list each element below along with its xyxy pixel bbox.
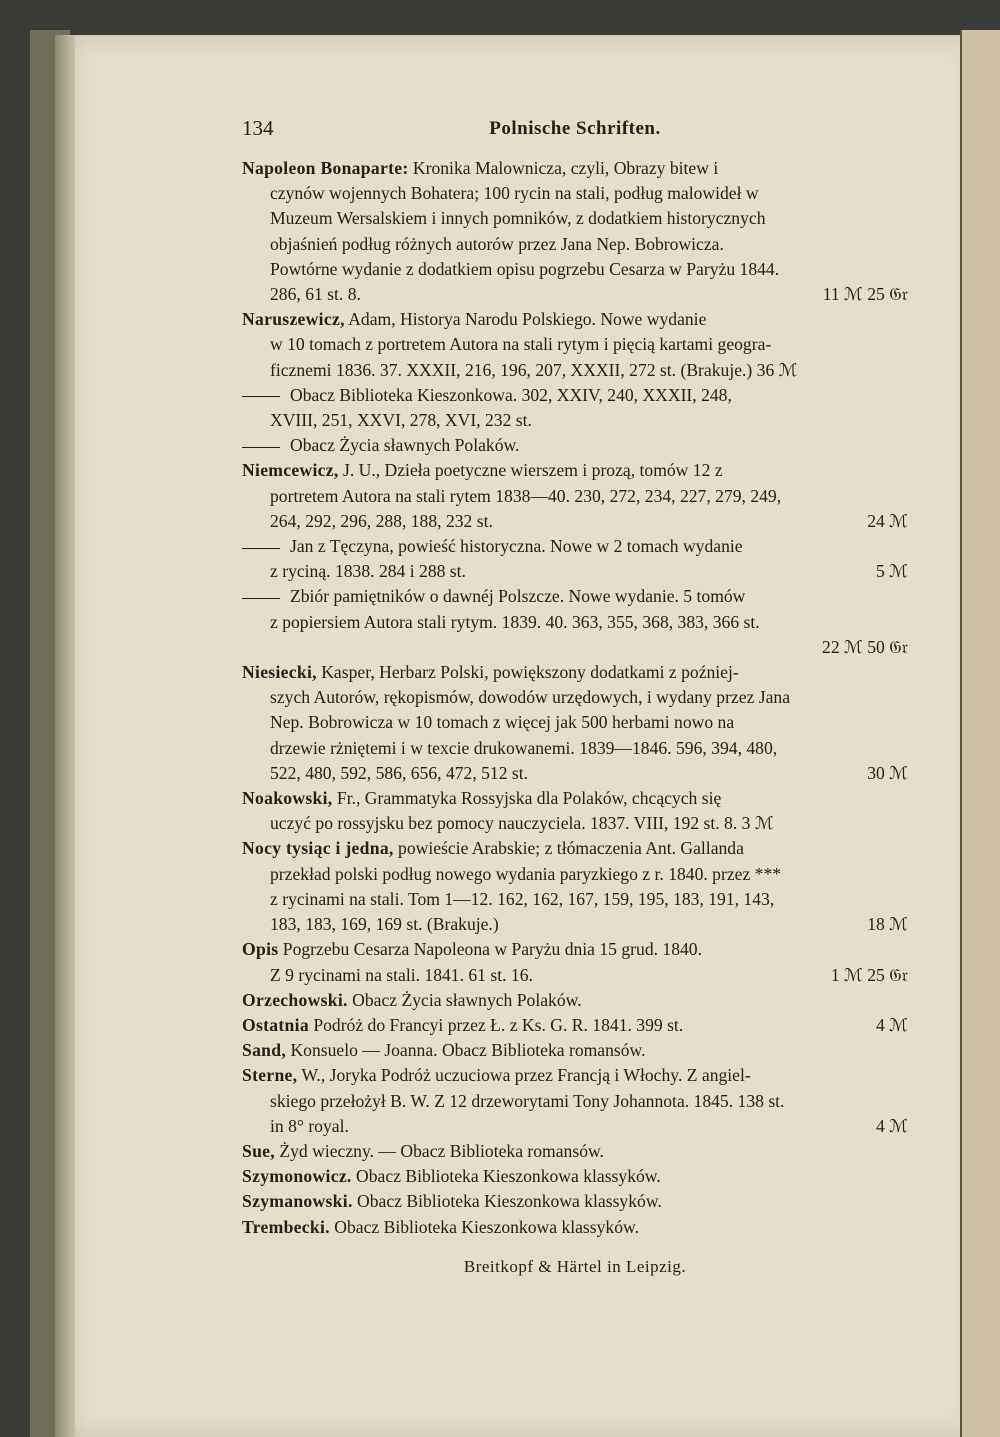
entry-headword: Naruszewicz, <box>242 309 345 330</box>
entry-headword: Sand, <box>242 1040 287 1061</box>
entry-line <box>242 660 908 685</box>
entry-line <box>242 1215 908 1240</box>
entry-text: objaśnień podług różnych autorów przez Jana Nep. Bobrowicza. <box>270 233 724 254</box>
entry-headword: Sue, <box>242 1140 275 1161</box>
entry-price: 18 ℳ <box>867 914 908 935</box>
entry-text: Obacz Biblioteka Kieszonkowa klassyków. <box>329 1216 639 1237</box>
publisher-footer: Breitkopf & Härtel in Leipzig. <box>463 1256 687 1276</box>
entry-text: uczyć po rossyjsku bez pomocy nauczyciela. 1837. VIII, 192 st. 8. 3 ℳ <box>270 813 774 834</box>
entry-line <box>242 584 908 609</box>
entry-headword: Napoleon Bonaparte: <box>242 158 409 178</box>
entry-headword: Szymanowski. <box>242 1191 353 1212</box>
entry-line <box>242 1164 908 1189</box>
entry-text: Żyd wieczny. — Obacz Biblioteka romansów. <box>274 1140 604 1161</box>
entry-text: Jan z Tęczyna, powieść historyczna. Nowe w 2 tomach wydanie <box>290 536 743 557</box>
entry-text: z popiersiem Autora stali rytym. 1839. 40. 363, 355, 368, 383, 366 st. <box>270 611 760 632</box>
entry-text: przekład polski podług nowego wydania paryzkiego z r. 1840. przez *** <box>270 863 782 884</box>
entry-headword: Ostatnia <box>242 1014 309 1035</box>
entry-line <box>242 181 908 206</box>
entry-headword: Nocy tysiąc i jedna, <box>242 838 394 859</box>
entry-line <box>242 786 908 811</box>
entry-line <box>242 963 908 988</box>
entry-text <box>270 637 274 657</box>
entry-price: 4 ℳ <box>875 1115 908 1136</box>
entry-text: z rycinami na stali. Tom 1—12. 162, 162, 167, 159, 195, 183, 191, 143, <box>270 888 775 909</box>
entry-line <box>242 433 908 458</box>
entry-text: ficznemi 1836. 37. XXXII, 216, 196, 207, XXXII, 272 st. (Brakuje.) 36 ℳ <box>270 359 798 380</box>
entry-line <box>242 156 908 181</box>
entry-line <box>242 685 908 710</box>
entry-text: drzewie rżniętemi i w texcie drukowanemi. 1839—1846. 596, 394, 480, <box>270 737 778 758</box>
entry-line <box>242 937 908 962</box>
entry-text: Obacz Życia sławnych Polaków. <box>347 989 582 1010</box>
entry-price: 30 ℳ <box>867 762 908 783</box>
page-header <box>242 116 908 144</box>
bibliography-entry <box>242 937 908 987</box>
entry-line <box>242 484 908 509</box>
entry-headword: Opis <box>242 939 279 960</box>
entry-line <box>242 1089 908 1114</box>
entry-text: z ryciną. 1838. 284 i 288 st. <box>270 561 466 582</box>
entry-text: skiego przełożył B. W. Z 12 drzeworytami Tony Johannota. 1845. 138 st. <box>270 1090 785 1111</box>
entry-text: Pogrzebu Cesarza Napoleona w Paryżu dnia 15 grud. 1840. <box>278 939 703 960</box>
entry-text: Obacz Biblioteka Kieszonkowa klassyków. <box>351 1166 661 1187</box>
entry-text: J. U., Dzieła poetyczne wierszem i prozą, tomów 12 z <box>338 460 723 481</box>
entry-line <box>242 509 908 534</box>
entry-line <box>242 761 908 786</box>
entry-text: Kronika Malownicza, czyli, Obrazy bitew i <box>408 158 719 178</box>
entry-line <box>242 332 908 357</box>
entry-line <box>242 1114 908 1139</box>
entry-line <box>242 736 908 761</box>
bibliography-entry <box>242 1139 908 1164</box>
entry-price: 24 ℳ <box>867 510 908 531</box>
entry-line <box>242 862 908 887</box>
entry-text: czynów wojennych Bohatera; 100 rycin na stali, podług malowideł w <box>270 183 759 204</box>
entry-text: Zbiór pamiętników o dawnéj Polszcze. Nowe wydanie. 5 tomów <box>290 586 746 607</box>
entry-text: Nep. Bobrowicza w 10 tomach z więcej jak 500 herbami nowo na <box>270 712 735 733</box>
entry-line <box>242 458 908 483</box>
ditto-dash <box>242 598 280 599</box>
entry-line <box>242 1063 908 1088</box>
entry-line <box>242 559 908 584</box>
entry-headword: Niemcewicz, <box>242 460 339 481</box>
page-stack-edge <box>960 30 1000 1437</box>
entry-price: 22 ℳ 50 𝔊𝔯 <box>822 636 908 657</box>
entry-line <box>242 206 908 231</box>
entry-line <box>242 358 908 383</box>
bibliography-entry <box>242 458 908 660</box>
entry-line <box>242 257 908 282</box>
entry-headword: Orzechowski. <box>242 989 348 1010</box>
bibliography-entry <box>242 156 908 307</box>
bibliography-entry <box>242 836 908 937</box>
entry-text: W., Joryka Podróż uczuciowa przez Francją i Włochy. Z angiel- <box>297 1065 751 1086</box>
entry-line <box>242 232 908 257</box>
entry-line <box>242 383 908 408</box>
entry-line <box>242 912 908 937</box>
entry-line <box>242 1013 908 1038</box>
entry-text: Muzeum Wersalskiem i innych pomników, z dodatkiem historycznych <box>270 208 766 229</box>
bibliography-entry <box>242 1013 908 1038</box>
entry-text: Podróż do Francyi przez Ł. z Ks. G. R. 1841. 399 st. <box>308 1014 684 1035</box>
entry-headword: Szymonowicz. <box>242 1166 352 1187</box>
entry-price: 5 ℳ <box>875 561 908 582</box>
entry-text: Powtórne wydanie z dodatkiem opisu pogrzebu Cesarza w Paryżu 1844. <box>270 258 780 279</box>
page-text <box>242 116 908 1279</box>
entry-line <box>242 534 908 559</box>
entry-line <box>242 887 908 912</box>
bibliography-entry <box>242 307 908 458</box>
entry-text: szych Autorów, rękopismów, dowodów urzędowych, i wydany przez Jana <box>270 687 791 708</box>
entry-list <box>242 156 908 1240</box>
entry-text: 183, 183, 169, 169 st. (Brakuje.) <box>270 914 499 935</box>
entry-line <box>242 1038 908 1063</box>
entry-text: Obacz Życia sławnych Polaków. <box>290 435 520 456</box>
page-number: 134 <box>242 116 274 140</box>
ditto-dash <box>242 447 280 448</box>
entry-line <box>242 1189 908 1214</box>
entry-text: Z 9 rycinami na stali. 1841. 61 st. 16. <box>270 964 533 985</box>
page-title: Polnische Schriften. <box>489 118 661 139</box>
entry-text: XVIII, 251, XXVI, 278, XVI, 232 st. <box>270 410 532 431</box>
ditto-dash <box>242 548 280 549</box>
entry-line <box>242 307 908 332</box>
entry-text: 522, 480, 592, 586, 656, 472, 512 st. <box>270 762 529 783</box>
entry-text: powieście Arabskie; z tłómaczenia Ant. Gallanda <box>393 838 744 859</box>
entry-price: 11 ℳ 25 𝔊𝔯 <box>822 284 908 305</box>
entry-headword: Niesiecki, <box>242 662 317 683</box>
entry-text: in 8° royal. <box>270 1115 349 1136</box>
entry-text: Obacz Biblioteka Kieszonkowa klassyków. <box>352 1191 662 1212</box>
entry-text: 286, 61 st. 8. <box>270 284 361 305</box>
entry-line <box>242 610 908 635</box>
entry-line <box>242 1139 908 1164</box>
entry-line <box>242 408 908 433</box>
entry-line <box>242 811 908 836</box>
entry-line <box>242 836 908 861</box>
ditto-dash <box>242 396 280 397</box>
bibliography-entry <box>242 1038 908 1063</box>
entry-text: w 10 tomach z portretem Autora na stali rytym i pięcią kartami geogra- <box>270 334 772 355</box>
entry-line <box>242 710 908 735</box>
entry-text: Obacz Biblioteka Kieszonkowa. 302, XXIV, 240, XXXII, 248, <box>290 384 732 405</box>
entry-text: Kasper, Herbarz Polski, powiększony dodatkami z poźniej- <box>316 662 739 683</box>
entry-text: Konsuelo — Joanna. Obacz Biblioteka romansów. <box>286 1040 646 1061</box>
bibliography-entry <box>242 660 908 786</box>
entry-text: Fr., Grammatyka Rossyjska dla Polaków, chcących się <box>332 788 722 809</box>
entry-price: 4 ℳ <box>875 1014 908 1035</box>
entry-text: 264, 292, 296, 288, 188, 232 st. <box>270 510 493 531</box>
entry-headword: Sterne, <box>242 1065 298 1086</box>
bibliography-entry <box>242 1189 908 1214</box>
bibliography-entry <box>242 1215 908 1240</box>
bibliography-entry <box>242 1164 908 1189</box>
entry-text: Adam, Historya Narodu Polskiego. Nowe wydanie <box>344 309 707 330</box>
bibliography-entry <box>242 786 908 836</box>
entry-line <box>242 988 908 1013</box>
bibliography-entry <box>242 1063 908 1139</box>
entry-text: portretem Autora na stali rytem 1838—40. 230, 272, 234, 227, 279, 249, <box>270 485 782 506</box>
entry-headword: Trembecki. <box>242 1216 330 1237</box>
entry-line <box>242 635 908 660</box>
entry-line <box>242 282 908 307</box>
page-gutter <box>55 35 75 1437</box>
entry-headword: Noakowski, <box>242 788 333 809</box>
entry-price: 1 ℳ 25 𝔊𝔯 <box>830 964 908 985</box>
bibliography-entry <box>242 988 908 1013</box>
